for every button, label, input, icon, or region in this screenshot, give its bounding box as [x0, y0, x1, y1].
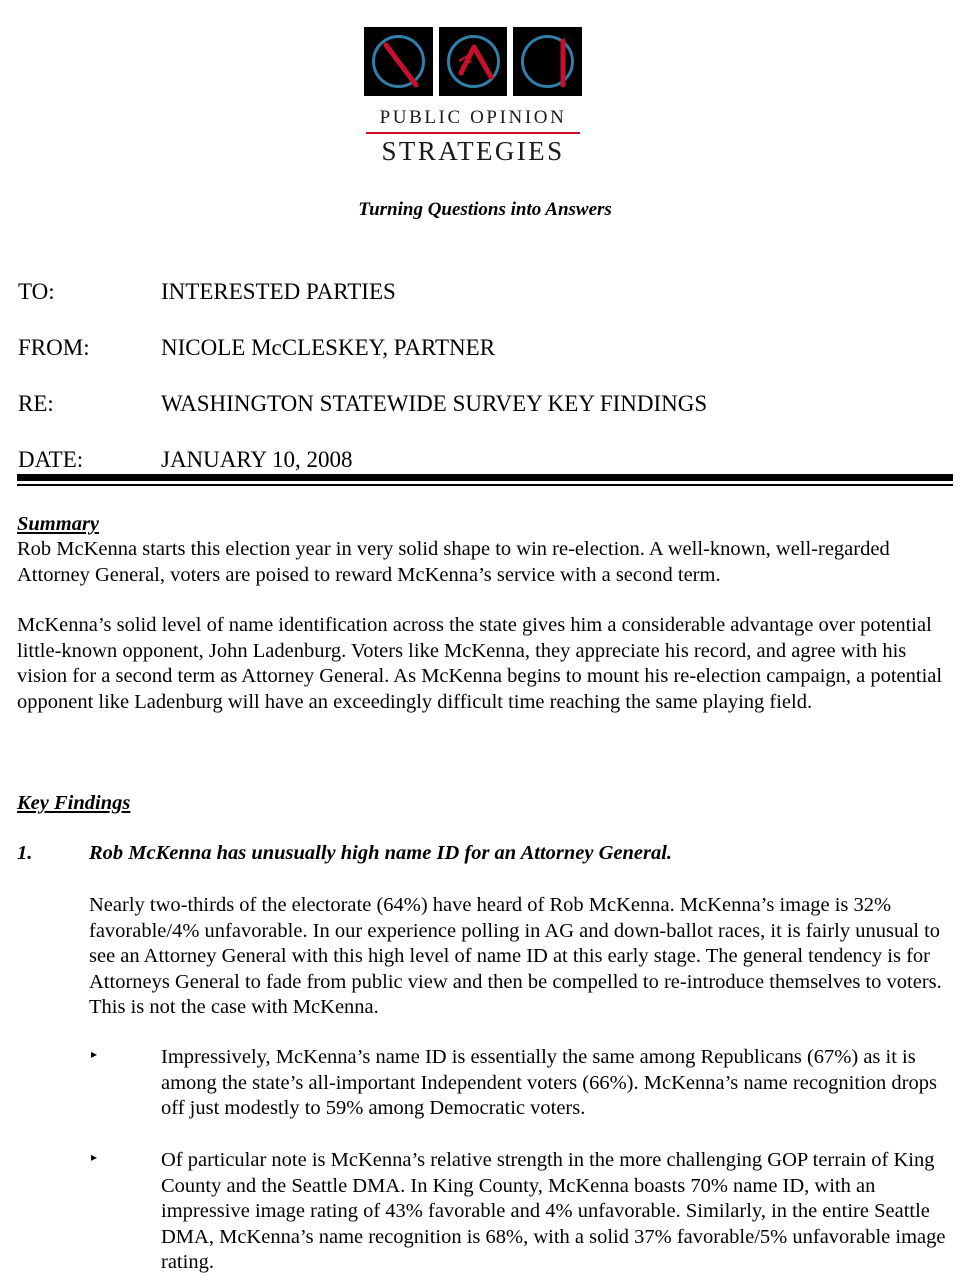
bullet-arrow-icon: ▸ [91, 1150, 98, 1164]
logo-line-2: STRATEGIES [381, 136, 565, 166]
bullet-item-1: Impressively, McKenna’s name ID is essentially the same among Republicans (67%) as it is among the state’s all-important Independent voters (66%). McKenna’s name recognition drops off just modestly to 59% among Democratic voters. [161, 1046, 937, 1119]
re-value: WASHINGTON STATEWIDE SURVEY KEY FINDINGS [161, 391, 708, 416]
bullet-item-2: Of particular note is McKenna’s relative strength in the more challenging GOP terrain of King County and the Seattle DMA. In King County, McKenna boasts 70% name ID, with an impressive image rating of 43% favorable and 4% unfavorable. Similarly, in the entire Seattle DMA, McKenna’s name recognition is 68%, with a solid 37% favorable/5% unfavorable image rating. [161, 1149, 946, 1273]
summary-heading: Summary [17, 513, 100, 535]
logo-mark [364, 27, 582, 96]
re-label: RE: [18, 391, 54, 416]
summary-paragraph-1: Rob McKenna starts this election year in very solid shape to win re-election. A well-known, well-regarded Attorney General, voters are poised to reward McKenna’s service with a second term. [17, 538, 890, 586]
logo-q-icon [364, 27, 433, 96]
from-value: NICOLE McCLESKEY, PARTNER [161, 335, 496, 360]
key-findings-heading: Key Findings [17, 792, 131, 814]
logo-line-1: PUBLIC OPINION [379, 107, 567, 128]
to-value: INTERESTED PARTIES [161, 279, 396, 304]
header-divider-thin [17, 484, 953, 486]
bullet-arrow-icon: ▸ [91, 1047, 98, 1061]
logo-i-icon [513, 27, 582, 96]
logo-a-icon [439, 27, 508, 96]
tagline: Turning Questions into Answers [358, 199, 612, 220]
date-value: JANUARY 10, 2008 [161, 447, 353, 472]
summary-paragraph-2: McKenna’s solid level of name identification across the state gives him a considerable advantage over potential little-known opponent, John Ladenburg. Voters like McKenna, they appreciate his record, and agree with his vision for a second term as Attorney General. As McKenna begins to mount his re-election campaign, a potential opponent like Ladenburg will have an exceedingly difficult time reaching the same playing field. [17, 614, 943, 713]
logo-rule [366, 132, 580, 134]
finding-title: Rob McKenna has unusually high name ID for an Attorney General. [89, 842, 673, 864]
company-logo [364, 27, 582, 165]
to-label: TO: [18, 279, 55, 304]
finding-number: 1. [17, 842, 33, 864]
from-label: FROM: [18, 335, 90, 360]
finding-body: Nearly two-thirds of the electorate (64%) have heard of Rob McKenna. McKenna’s image is 32% favorable/4% unfavorable. In our experience polling in AG and down-ballot races, it is fairly unusual to see an Attorney General with this high level of name ID at this early stage. The general tendency is for Attorneys General to fade from public view and then be compelled to re-introduce themselves to voters. This is not the case with McKenna. [89, 894, 942, 1018]
header-divider-thick [17, 474, 953, 481]
date-label: DATE: [18, 447, 84, 472]
